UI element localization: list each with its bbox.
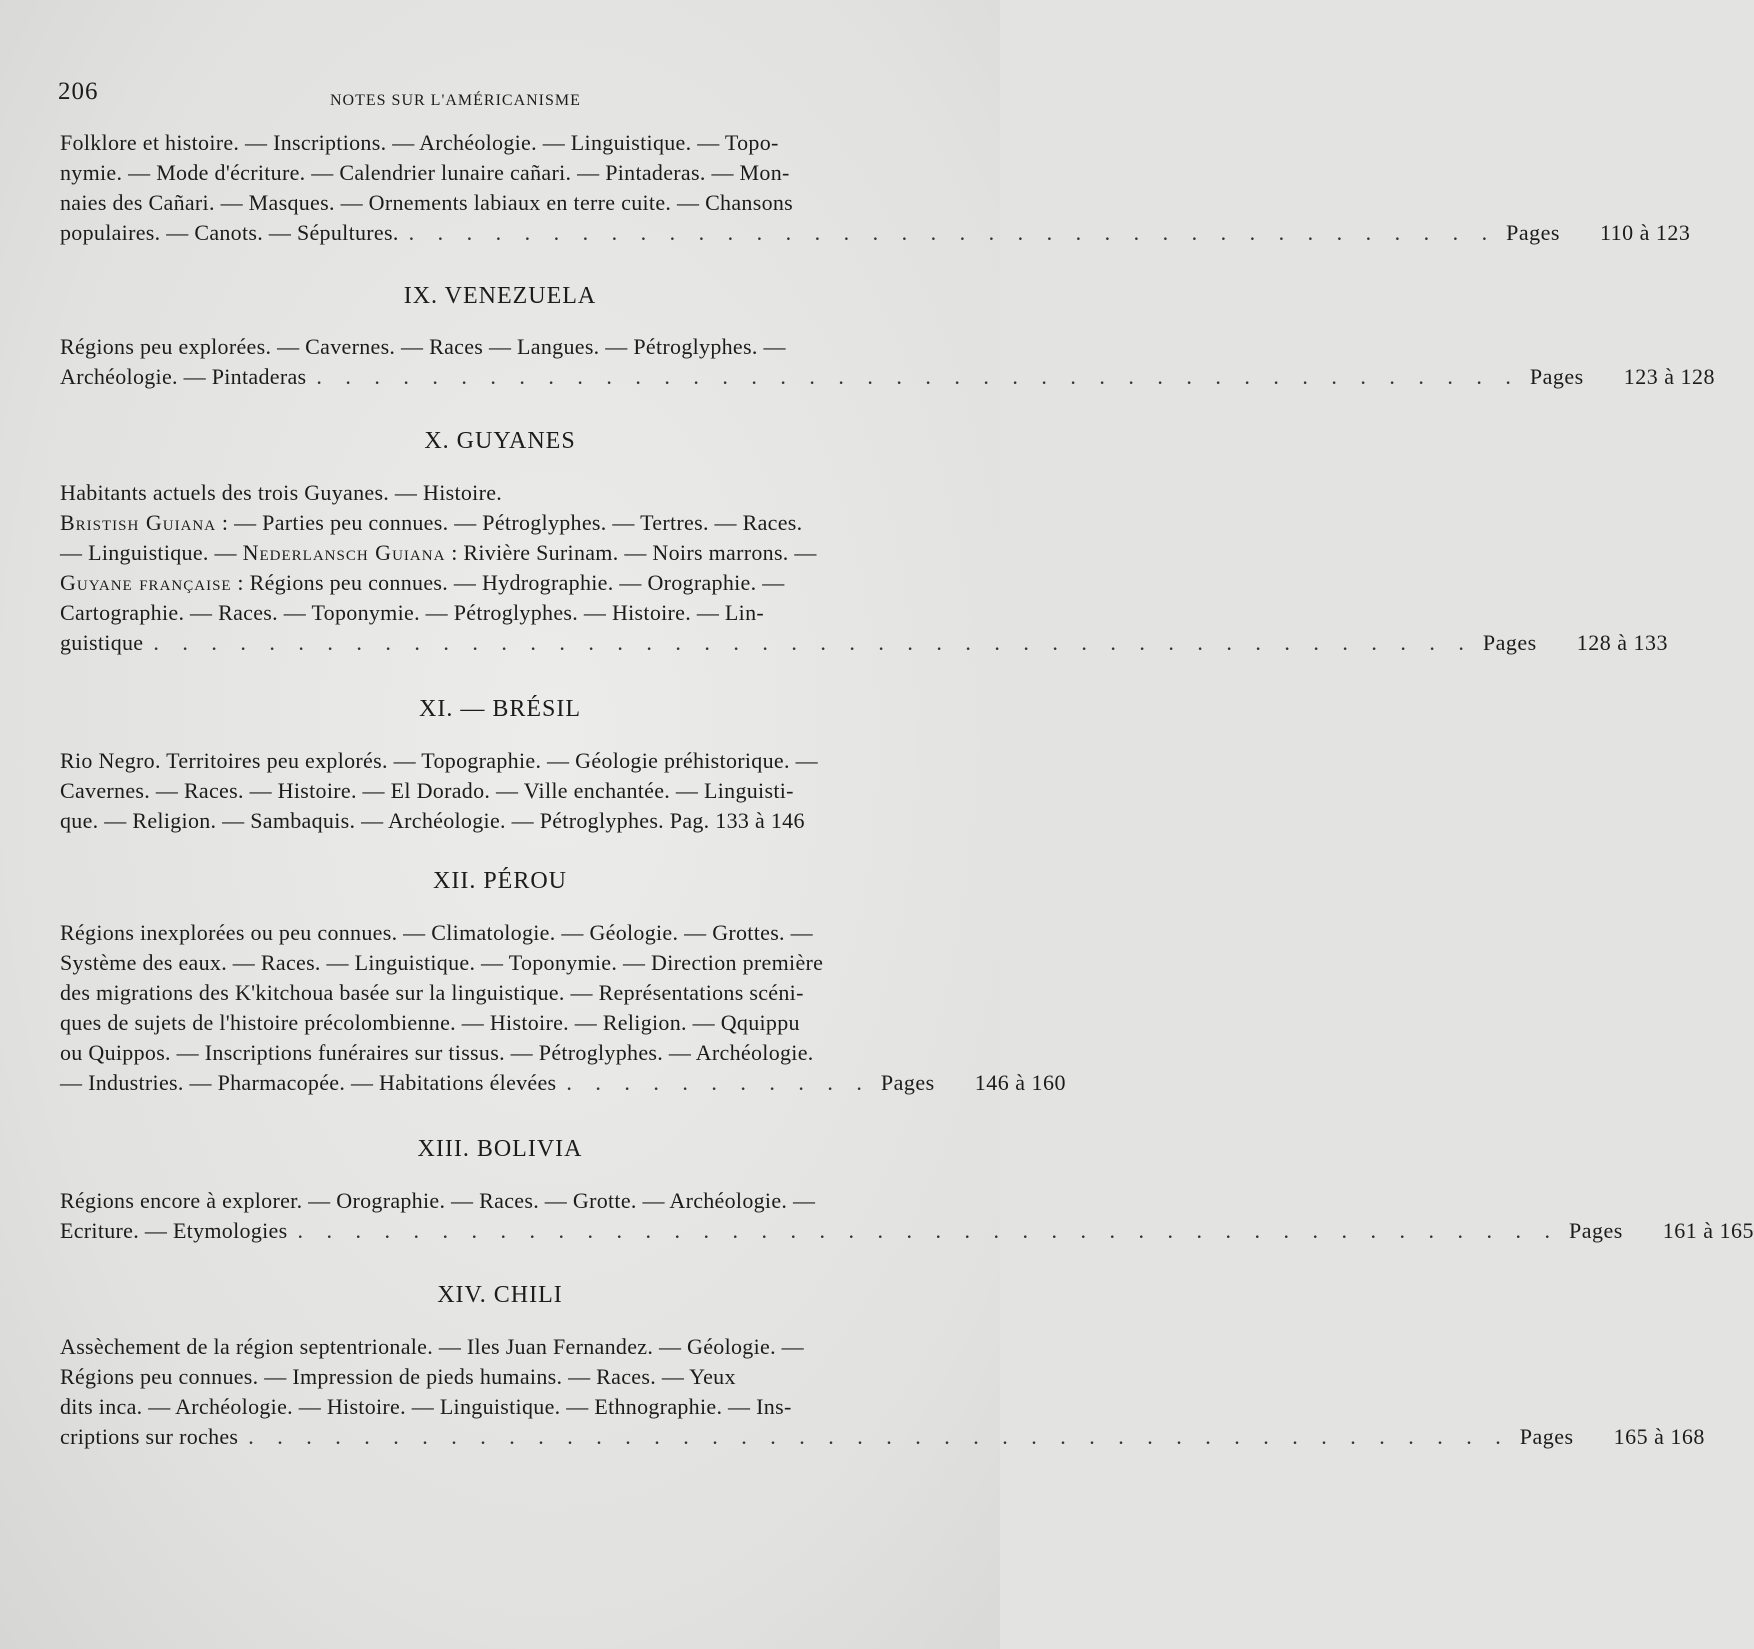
page-range <box>881 1068 1066 1098</box>
page-reference-line <box>60 218 1691 248</box>
pages-range-value: 146 à 160 <box>974 1070 1067 1095</box>
pages-label: Pages <box>1568 1218 1623 1243</box>
text-line: des migrations des K'kitchoua basée sur la linguistique. — Représentations scéni- <box>60 980 804 1005</box>
text-line <box>60 568 866 598</box>
text-fragment: : — Parties peu connues. — Pétroglyphes. — Tertres. — Races. <box>216 510 803 535</box>
section-body-bresil <box>60 746 866 836</box>
pages-range-value: 161 à 165 <box>1662 1218 1754 1243</box>
small-caps-name: Guyane française <box>60 570 232 595</box>
text-line <box>60 538 866 568</box>
section-body-guyanes <box>60 478 1668 658</box>
text-line: Rio Negro. Territoires peu explorés. — Topographie. — Géologie préhistorique. — <box>60 748 818 773</box>
page-reference-line <box>60 1068 1067 1098</box>
section-body-bolivia <box>60 1186 1754 1246</box>
section-body-perou <box>60 918 1067 1098</box>
dot-leader: . . . . . . . . . . . <box>566 1070 871 1095</box>
page-number: 206 <box>58 78 99 105</box>
text-line: naies des Cañari. — Masques. — Ornements labiaux en terre cuite. — Chansons <box>60 190 794 215</box>
text-line: que. — Religion. — Sambaquis. — Archéologie. — Pétroglyphes. Pag. 133 à 146 <box>60 808 805 833</box>
text-line <box>60 508 866 538</box>
text-line: Régions inexplorées ou peu connues. — Climatologie. — Géologie. — Grottes. — <box>60 920 813 945</box>
text-line: guistique <box>60 630 144 655</box>
page-range <box>1520 1422 1705 1452</box>
pages-label: Pages <box>1529 364 1584 389</box>
text-fragment: : Régions peu connues. — Hydrographie. — Orographie. — <box>231 570 785 595</box>
section-heading-chili: XIV. CHILI <box>437 1282 563 1308</box>
text-line: dits inca. — Archéologie. — Histoire. — Linguistique. — Ethnographie. — Ins- <box>60 1394 792 1419</box>
text-line: Régions encore à explorer. — Orographie. — Races. — Grotte. — Archéologie. — <box>60 1188 816 1213</box>
page-reference-line <box>60 362 1715 392</box>
pages-label: Pages <box>880 1070 935 1095</box>
section-heading-perou: XII. PÉROU <box>433 868 567 894</box>
text-line: Régions peu explorées. — Cavernes. — Races — Langues. — Pétroglyphes. — <box>60 334 786 359</box>
text-line: populaires. — Canots. — Sépultures. <box>60 220 399 245</box>
page-range <box>1530 362 1715 392</box>
section-body-chili <box>60 1332 1705 1452</box>
small-caps-name: Bristish Guiana <box>60 510 217 535</box>
section-heading-bolivia: XIII. BOLIVIA <box>417 1136 583 1162</box>
text-line: nymie. — Mode d'écriture. — Calendrier lunaire cañari. — Pintaderas. — Mon- <box>60 160 790 185</box>
page-reference-line <box>60 1422 1705 1452</box>
text-line: — Industries. — Pharmacopée. — Habitations élevées <box>60 1070 557 1095</box>
section-heading-guyanes: X. GUYANES <box>424 428 576 454</box>
pages-label: Pages <box>1519 1424 1574 1449</box>
pages-label: Pages <box>1482 630 1537 655</box>
running-title: NOTES SUR L'AMÉRICANISME <box>330 92 581 109</box>
small-caps-name: Nederlansch Guiana <box>242 540 446 565</box>
intro-paragraph <box>60 128 1691 248</box>
text-fragment: : Rivière Surinam. — Noirs marrons. — <box>445 540 817 565</box>
text-line: ou Quippos. — Inscriptions funéraires sur tissus. — Pétroglyphes. — Archéologie. <box>60 1040 814 1065</box>
section-body-venezuela <box>60 332 1715 392</box>
dot-leader: . . . . . . . . . . . . . . . . . . . . . . . . . . . . . . . . . . . . . . . . . . <box>316 364 1520 389</box>
pages-range-value: 165 à 168 <box>1613 1424 1705 1449</box>
text-line: Habitants actuels des trois Guyanes. — Histoire. <box>60 480 503 505</box>
section-heading-bresil: XI. — BRÉSIL <box>419 696 581 722</box>
page-range <box>1569 1216 1754 1246</box>
dot-leader: . . . . . . . . . . . . . . . . . . . . . . . . . . . . . . . . . . . . . . . . . . . . <box>248 1424 1510 1449</box>
text-line: Système des eaux. — Races. — Linguistique. — Toponymie. — Direction première <box>60 950 824 975</box>
text-line: ques de sujets de l'histoire précolombienne. — Histoire. — Religion. — Qquippu <box>60 1010 800 1035</box>
pages-range-value: 123 à 128 <box>1623 364 1715 389</box>
text-line: Cartographie. — Races. — Toponymie. — Pétroglyphes. — Histoire. — Lin- <box>60 600 764 625</box>
dot-leader: . . . . . . . . . . . . . . . . . . . . . . . . . . . . . . . . . . . . . . <box>408 220 1497 245</box>
dot-leader: . . . . . . . . . . . . . . . . . . . . . . . . . . . . . . . . . . . . . . . . . . . . <box>297 1218 1559 1243</box>
page-range <box>1483 628 1668 658</box>
page-reference-line <box>60 628 1668 658</box>
pages-label: Pages <box>1506 220 1560 245</box>
text-line: Cavernes. — Races. — Histoire. — El Dorado. — Ville enchantée. — Linguisti- <box>60 778 794 803</box>
dot-leader: . . . . . . . . . . . . . . . . . . . . . . . . . . . . . . . . . . . . . . . . . . . . . . <box>153 630 1473 655</box>
text-line: Assèchement de la région septentrionale. — Iles Juan Fernandez. — Géologie. — <box>60 1334 804 1359</box>
pages-range-value: 128 à 133 <box>1576 630 1668 655</box>
section-heading-venezuela: IX. VENEZUELA <box>403 283 597 309</box>
pages-range-value: 110 à 123 <box>1599 220 1691 245</box>
text-line: Archéologie. — Pintaderas <box>60 364 307 389</box>
text-line: criptions sur roches <box>60 1424 239 1449</box>
text-line: Régions peu connues. — Impression de pieds humains. — Races. — Yeux <box>60 1364 736 1389</box>
page-range <box>1506 218 1690 248</box>
page-reference-line <box>60 1216 1754 1246</box>
text-fragment: — Linguistique. — <box>60 540 243 565</box>
text-line: Folklore et histoire. — Inscriptions. — Archéologie. — Linguistique. — Topo- <box>60 130 779 155</box>
text-line: Ecriture. — Etymologies <box>60 1218 288 1243</box>
